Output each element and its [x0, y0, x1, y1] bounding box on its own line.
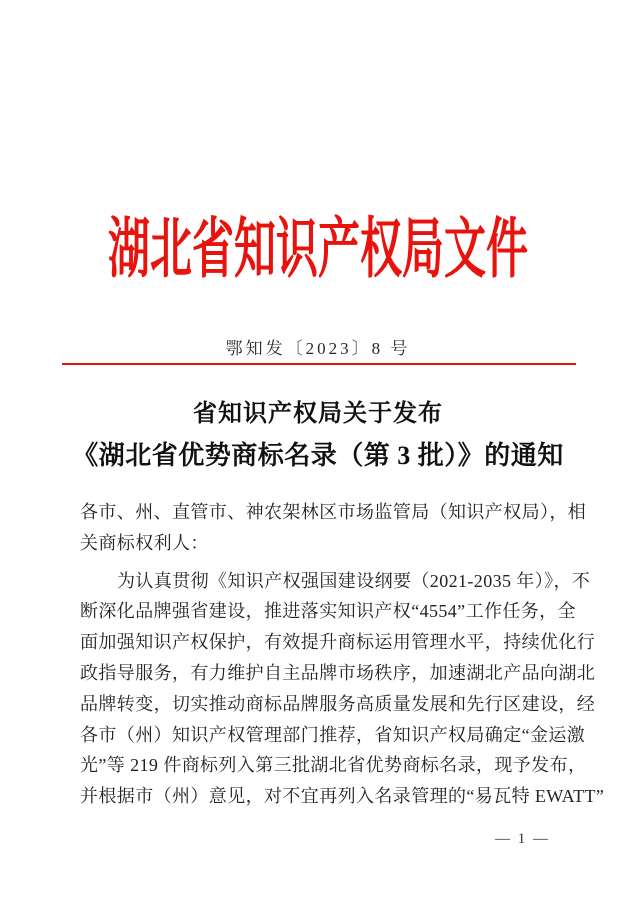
body-line: 面加强知识产权保护，有效提升商标运用管理水平，持续优化行 [80, 632, 596, 653]
body-line: 关商标权利人： [80, 532, 209, 553]
body-line: 并根据市（州）意见，对不宜再列入名录管理的“易瓦特 EWATT” [80, 786, 605, 807]
red-divider-line [62, 363, 576, 365]
body-line: 各市（州）知识产权管理部门推荐，省知识产权局确定“金运激 [80, 724, 586, 745]
document-body [80, 497, 605, 812]
body-line: 断深化品牌强省建设，推进落实知识产权“4554”工作任务，全 [80, 601, 576, 622]
page-number: — 1 — [495, 831, 550, 847]
body-line: 各市、州、直管市、神农架林区市场监管局（知识产权局），相 [80, 502, 587, 522]
document-number: 鄂知发〔2023〕8 号 [225, 339, 411, 358]
document-masthead-title: 湖北省知识产权局文件 [107, 215, 528, 287]
notice-title-line-2: 《湖北省优势商标名录（第 3 批）》的通知 [72, 441, 564, 470]
notice-title [0, 393, 636, 472]
body-line: 为认真贯彻《知识产权强国建设纲要（2021-2035 年）》，不 [117, 570, 591, 591]
notice-title-line-1: 省知识产权局关于发布 [193, 401, 443, 427]
body-line: 政指导服务，有力维护自主品牌市场秩序，加速湖北产品向湖北 [80, 662, 596, 683]
body-line: 品牌转变，切实推动商标品牌服务高质量发展和先行区建设，经 [80, 693, 596, 714]
body-line: 光”等 219 件商标列入第三批湖北省优势商标名录，现予发布， [80, 755, 587, 776]
